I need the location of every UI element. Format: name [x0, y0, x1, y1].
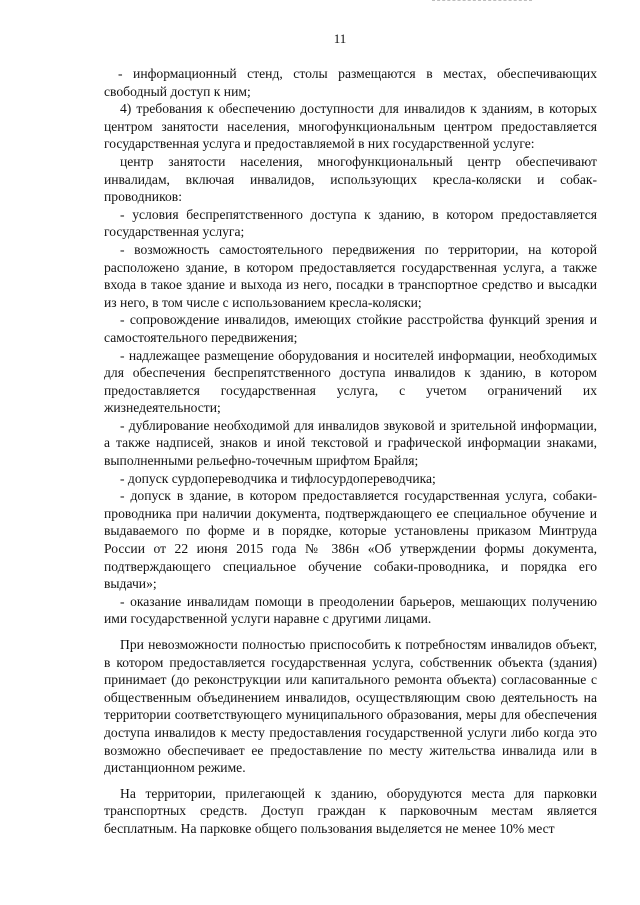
paragraph-parking: На территории, прилегающей к зданию, оборудуются места для парковки транспортных средств. Доступ граждан к парковочным местам является бесплатным. На парковке общего пользования выделяется не менее 10% мест [104, 785, 597, 836]
page-number: 11 [333, 31, 347, 46]
paragraph-accessibility-requirements: 4) требования к обеспечению доступности для инвалидов к зданиям, в которых центром занятости населения, многофункциональным центром предоставляется государственная услуга и предоставляемой в них государственной услуге: [104, 101, 597, 152]
paragraph-independent-movement: - возможность самостоятельного передвижения по территории, на которой расположено здание, в котором предоставляется государственная услуга, а также входа в такое здание и выхода из него, посадки в транспортное средство и высадки из него, в том числе с использованием кресла-коляски; [104, 241, 597, 310]
paragraph-escort: - сопровождение инвалидов, имеющих стойкие расстройства функций зрения и самостоятельного передвижения; [104, 312, 597, 345]
paragraph-access-conditions: - условия беспрепятственного доступа к зданию, в котором предоставляется государственная услуга; [104, 206, 597, 240]
paragraph-equipment-placement: - надлежащее размещение оборудования и носителей информации, необходимых для обеспечения беспрепятственного доступа инвалидов к зданию, в котором предоставляется государственная услуга, с учетом ограничений их жизнедеятельности; [104, 347, 597, 416]
paragraph-barrier-assistance: - оказание инвалидам помощи в преодолении барьеров, мешающих получению ими государственной услуги наравне с другими лицами. [104, 593, 597, 627]
paragraph-info-stand: - информационный стенд, столы размещаются в местах, обеспечивающих свободный доступ к ним; [104, 66, 597, 99]
paragraph-guide-dog: - допуск в здание, в котором предоставляется государственная услуга, собаки-проводника при наличии документа, подтверждающего ее специальное обучение и выдаваемого по форме и в порядке, которые установлены приказом Минтруда России от 22 июня 2015 года № 386н «Об утверждении формы документа, подтверждающего специальное обучение собаки-проводника, и порядка его выдачи»; [104, 488, 597, 592]
paragraph-information-duplication: - дублирование необходимой для инвалидов звуковой и зрительной информации, а также надписей, знаков и иной текстовой и графической информации знаками, выполненными рельефно-точечным шрифтом Брайля; [104, 417, 597, 469]
scan-edge-mark [432, 0, 532, 2]
paragraph-center-provides: центр занятости населения, многофункциональный центр обеспечивают инвалидам, включая инвалидов, использующих кресла-коляски и собак-проводников: [104, 153, 597, 205]
paragraph-sign-language: - допуск сурдопереводчика и тифлосурдопереводчика; [120, 470, 436, 486]
paragraph-adaptation-impossible: При невозможности полностью приспособить к потребностям инвалидов объект, в котором предоставляется государственная услуга, собственник объекта (здания) принимает (до реконструкции или капитального ремонта объекта) согласованные с общественным объединением инвалидов, осуществляющим свою деятельность на территории соответствующего муниципального образования, меры для обеспечения доступа инвалидов к месту предоставления государственной услуги либо когда это возможно обеспечивает ее предоставление по месту жительства инвалида или в дистанционном режиме. [104, 637, 597, 776]
document-body [104, 65, 597, 838]
